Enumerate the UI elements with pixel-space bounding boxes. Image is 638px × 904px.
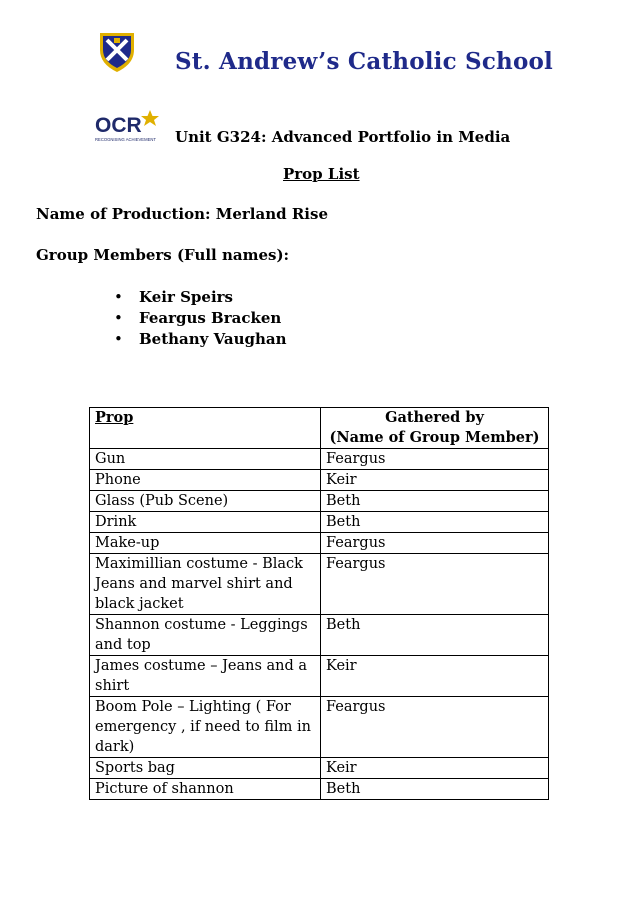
table-row [90, 758, 549, 779]
gathered-by-cell: Keir [321, 758, 549, 779]
gathered-by-cell: Feargus [321, 554, 549, 615]
table-row [90, 615, 549, 656]
gathered-by-cell: Beth [321, 779, 549, 800]
table-row [90, 554, 549, 615]
prop-cell: Boom Pole – Lighting ( For emergency , if need to film in dark) [90, 697, 321, 758]
ocr-logo-text: OCR [95, 114, 142, 137]
school-name: St. Andrew’s Catholic School [175, 48, 553, 75]
school-crest-icon [97, 30, 137, 74]
prop-cell: Gun [90, 449, 321, 470]
prop-cell: Make-up [90, 533, 321, 554]
bullet-icon: • [114, 309, 123, 327]
list-item [114, 329, 287, 350]
gathered-by-cell: Feargus [321, 533, 549, 554]
group-members-label: Group Members (Full names): [36, 246, 290, 264]
gathered-by-cell: Beth [321, 491, 549, 512]
gathered-by-cell: Beth [321, 615, 549, 656]
unit-title: Unit G324: Advanced Portfolio in Media [175, 128, 511, 146]
member-name: Feargus Bracken [139, 309, 282, 327]
prop-cell: Glass (Pub Scene) [90, 491, 321, 512]
gathered-by-cell: Feargus [321, 697, 549, 758]
table-row [90, 533, 549, 554]
table-row [90, 656, 549, 697]
ocr-logo-icon [94, 108, 168, 148]
column-header-gathered-by [321, 408, 549, 449]
prop-cell: James costume – Jeans and a shirt [90, 656, 321, 697]
member-name: Keir Speirs [139, 288, 233, 306]
column-header-prop: Prop [90, 408, 321, 449]
prop-cell: Picture of shannon [90, 779, 321, 800]
table-row [90, 491, 549, 512]
prop-cell: Shannon costume - Leggings and top [90, 615, 321, 656]
table-row [90, 470, 549, 491]
gathered-by-cell: Beth [321, 512, 549, 533]
prop-cell: Drink [90, 512, 321, 533]
table-row [90, 449, 549, 470]
gathered-by-line2: (Name of Group Member) [329, 429, 540, 446]
prop-cell: Maximillian costume - Black Jeans and marvel shirt and black jacket [90, 554, 321, 615]
ocr-logo-tagline: RECOGNISING ACHIEVEMENT [95, 137, 156, 142]
prop-table [89, 407, 549, 800]
gathered-by-line1: Gathered by [385, 409, 484, 426]
list-item [114, 287, 287, 308]
gathered-by-cell: Feargus [321, 449, 549, 470]
bullet-icon: • [114, 330, 123, 348]
gathered-by-cell: Keir [321, 656, 549, 697]
group-members-list [114, 287, 287, 350]
member-name: Bethany Vaughan [139, 330, 287, 348]
table-row [90, 779, 549, 800]
prop-cell: Sports bag [90, 758, 321, 779]
page-title: Prop List [283, 165, 360, 183]
table-row [90, 512, 549, 533]
prop-cell: Phone [90, 470, 321, 491]
table-header-row [90, 408, 549, 449]
gathered-by-cell: Keir [321, 470, 549, 491]
list-item [114, 308, 287, 329]
table-row [90, 697, 549, 758]
production-name: Name of Production: Merland Rise [36, 205, 328, 223]
bullet-icon: • [114, 288, 123, 306]
